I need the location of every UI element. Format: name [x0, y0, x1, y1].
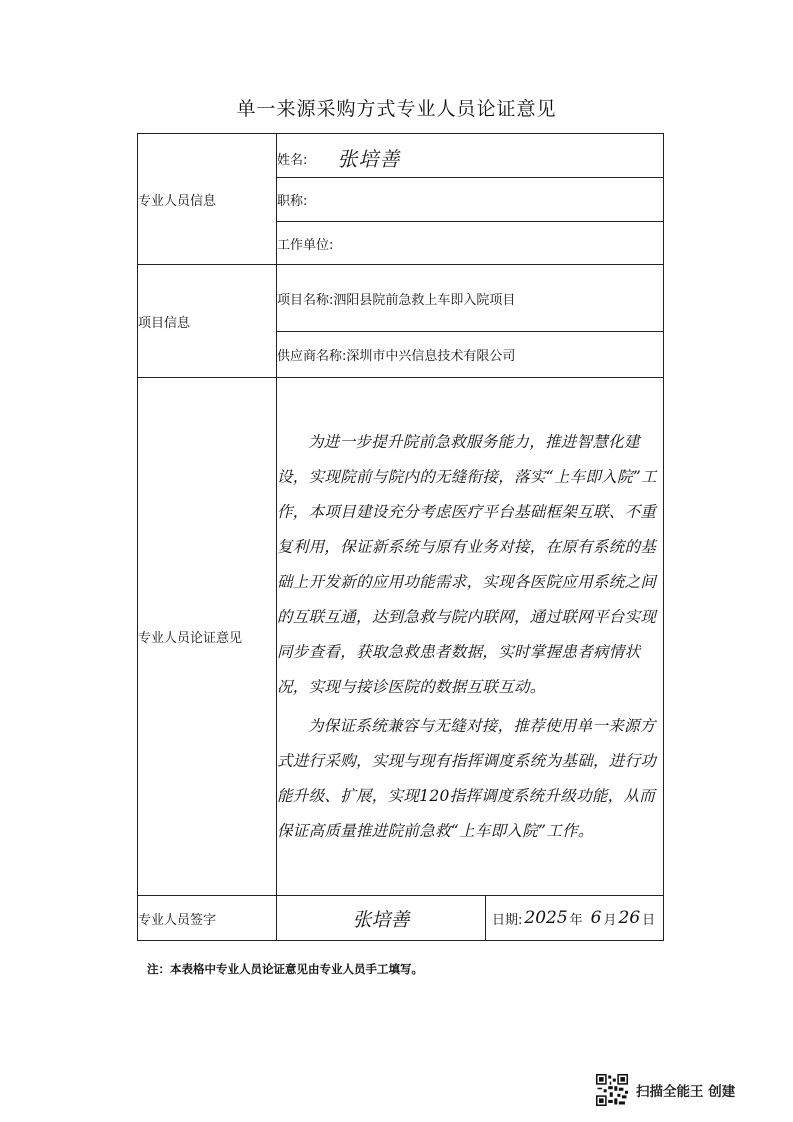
- date-label: 日期:: [492, 912, 523, 928]
- date-year-unit: 年: [569, 912, 583, 928]
- signature-box: [277, 896, 486, 940]
- signature-label: 专业人员签字: [138, 896, 277, 941]
- qr-code-icon: [596, 1074, 628, 1106]
- opinion-label: 专业人员论证意见: [138, 378, 277, 896]
- page-title: 单一来源采购方式专业人员论证意见: [236, 98, 557, 120]
- opinion-paragraph-2: 为保证系统兼容与无缝对接，推荐使用单一来源方式进行采购，实现与现有指挥调度系统为基础，进行功能升级、扩展，实现120指挥调度系统升级功能，从而保证高质量推进院前急救“上车即入院”工作。: [277, 716, 657, 840]
- scanner-watermark: [596, 1070, 735, 1110]
- opinion-text-cell: [277, 378, 664, 896]
- signature-date-cell: [277, 896, 664, 941]
- date-month-unit: 月: [603, 912, 617, 928]
- project-name-label: 项目名称:: [277, 292, 334, 308]
- project-name-value: 泗阳县院前急救上车即入院项目: [333, 292, 516, 308]
- opinion-form-table: [137, 133, 664, 941]
- unit-cell: [277, 222, 664, 265]
- date-day: 26: [618, 908, 641, 928]
- date-day-unit: 日: [642, 912, 656, 928]
- footnote: 注：本表格中专业人员论证意见由专业人员手工填写。: [147, 962, 423, 976]
- project-info-label: 项目信息: [138, 265, 277, 378]
- unit-label: 工作单位:: [277, 237, 334, 253]
- opinion-paragraph-1: 为进一步提升院前急救服务能力，推进智慧化建设，实现院前与院内的无缝衔接，落实“上车即入院”工作，本项目建设充分考虑医疗平台基础框架互联、不重复利用，保证新系统与原有业务对接，在原有系统的基础上开发新的应用功能需求，实现各医院应用系统之间的互联互通，达到急救与院内联网，通过联网平台实现同步查看，获取急救患者数据，实时掌握患者病情状况，实现与接诊医院的数据互联互动。: [277, 432, 657, 696]
- date-year: 2025: [524, 908, 568, 928]
- supplier-cell: [277, 332, 664, 378]
- date-box: [486, 896, 663, 940]
- signature-value: 张培善: [352, 908, 410, 931]
- title-cell: [277, 178, 664, 222]
- project-name-cell: [277, 265, 664, 332]
- scanner-app-text: 扫描全能王 创建: [636, 1084, 736, 1100]
- supplier-label: 供应商名称:: [277, 349, 347, 364]
- name-label: 姓名:: [277, 153, 308, 168]
- name-cell: [277, 134, 664, 178]
- title-label: 职称:: [277, 194, 308, 209]
- staff-info-label: 专业人员信息: [138, 134, 277, 265]
- supplier-value: 深圳市中兴信息技术有限公司: [346, 349, 516, 364]
- name-value: 张培善: [337, 147, 401, 171]
- date-month: 6: [590, 908, 602, 928]
